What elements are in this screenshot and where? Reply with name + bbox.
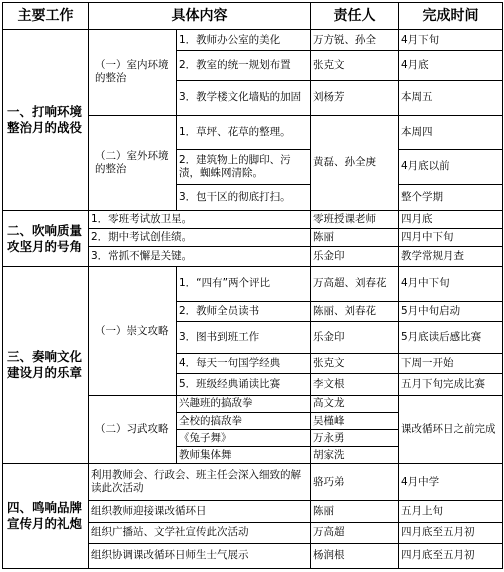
- task-person: 零班授课老师: [311, 211, 399, 229]
- task-person: 黄磊、孙全庚: [311, 115, 399, 210]
- task-content: 4．每天一句国学经典: [177, 353, 311, 373]
- task-deadline: 教学常规月查: [399, 247, 503, 267]
- task-deadline: 5月中旬启动: [399, 301, 503, 321]
- task-person: 张克文: [311, 51, 399, 81]
- task-content: 3．图书到班工作: [177, 321, 311, 353]
- task-content: 5．班级经典诵读比赛: [177, 373, 311, 395]
- task-deadline: 五月下旬完成比赛: [399, 373, 503, 395]
- header-content: 具体内容: [89, 3, 311, 30]
- task-person: 万永勇: [311, 430, 399, 447]
- task-person: 杨润根: [311, 543, 399, 568]
- header-responsible: 责任人: [311, 3, 399, 30]
- task-content: 教师集体舞: [177, 447, 311, 464]
- task-content: 组织协调课改循环日师生士气展示: [89, 543, 311, 568]
- task-content: 1．零班考试放卫星。: [89, 211, 311, 229]
- task-deadline: 本周五: [399, 81, 503, 115]
- task-content: 全校的搞敌拳: [177, 413, 311, 430]
- task-deadline: 5月底读后感比赛: [399, 321, 503, 353]
- table-row: [3, 464, 503, 501]
- task-person: 陈丽: [311, 229, 399, 247]
- section-1-sub-outdoor: （二）室外环境的整治: [89, 115, 177, 210]
- task-content: 1．“四有”两个评比: [177, 267, 311, 301]
- task-person: 吴槿峰: [311, 413, 399, 430]
- task-content: 利用教师会、行政会、班主任会深入细致的解读此次活动: [89, 464, 311, 501]
- task-person: 胡家洗: [311, 447, 399, 464]
- section-1-title: 一、打响环境整治月的战役: [3, 30, 89, 211]
- section-2-title: 二、吹响质量攻坚月的号角: [3, 211, 89, 267]
- task-content: 1．草坪、花草的整理。: [177, 115, 311, 149]
- task-deadline: 五月上旬: [399, 501, 503, 522]
- task-content: 3．包干区的彻底打扫。: [177, 184, 311, 210]
- task-deadline: 下周一开始: [399, 353, 503, 373]
- header-deadline: 完成时间: [399, 3, 503, 30]
- task-deadline: 4月下旬: [399, 30, 503, 51]
- task-content: 组织教师迎接课改循环日: [89, 501, 311, 522]
- task-person: 骆巧弟: [311, 464, 399, 501]
- task-person: 乐金印: [311, 247, 399, 267]
- task-content: 2．建筑物上的脚印、污渍，蜘蛛网清除。: [177, 149, 311, 184]
- task-person: 刘杨芳: [311, 81, 399, 115]
- task-deadline: 本周四: [399, 115, 503, 149]
- table-row: [3, 30, 503, 51]
- task-deadline: 4月中下旬: [399, 267, 503, 301]
- table-row: [3, 267, 503, 301]
- task-person: 高文龙: [311, 395, 399, 412]
- section-3-sub-martial: （二）习武攻略: [89, 395, 177, 463]
- task-person: 张克文: [311, 353, 399, 373]
- task-deadline: 四月底至五月初: [399, 543, 503, 568]
- task-content: 兴趣班的搞敌拳: [177, 395, 311, 412]
- task-person: 陈丽: [311, 501, 399, 522]
- task-deadline: 课改循环日之前完成: [399, 395, 503, 463]
- table-row: [3, 211, 503, 229]
- section-3-sub-culture: （一）崇文攻略: [89, 267, 177, 396]
- header-row: [3, 3, 503, 30]
- work-plan-table: [2, 2, 503, 569]
- task-deadline: 整个学期: [399, 184, 503, 210]
- task-person: 李文根: [311, 373, 399, 395]
- task-deadline: 4月中学: [399, 464, 503, 501]
- task-person: 万高超: [311, 522, 399, 543]
- work-plan-document: [2, 2, 502, 569]
- task-deadline: 四月中下旬: [399, 229, 503, 247]
- task-deadline: 4月底以前: [399, 149, 503, 184]
- task-content: 1．教师办公室的美化: [177, 30, 311, 51]
- section-4-title: 四、鸣响品牌宣传月的礼炮: [3, 464, 89, 569]
- section-3-title: 三、奏响文化建设月的乐章: [3, 267, 89, 464]
- task-content: 《兔子舞》: [177, 430, 311, 447]
- task-content: 2．期中考试创佳绩。: [89, 229, 311, 247]
- task-person: 万方锐、孙全: [311, 30, 399, 51]
- task-deadline: 四月底至五月初: [399, 522, 503, 543]
- task-content: 3．常抓不懈是关键。: [89, 247, 311, 267]
- task-content: 组织广播站、文学社宣传此次活动: [89, 522, 311, 543]
- header-main-work: 主要工作: [3, 3, 89, 30]
- task-deadline: 四月底: [399, 211, 503, 229]
- task-content: 2．教师全员读书: [177, 301, 311, 321]
- task-content: 3．教学楼文化墙贴的加固: [177, 81, 311, 115]
- task-person: 陈丽、刘春花: [311, 301, 399, 321]
- task-person: 万高超、刘春花: [311, 267, 399, 301]
- task-content: 2．教室的统一规划布置: [177, 51, 311, 81]
- task-deadline: 4月底: [399, 51, 503, 81]
- section-1-sub-indoor: （一）室内环境的整治: [89, 30, 177, 115]
- task-person: 乐金印: [311, 321, 399, 353]
